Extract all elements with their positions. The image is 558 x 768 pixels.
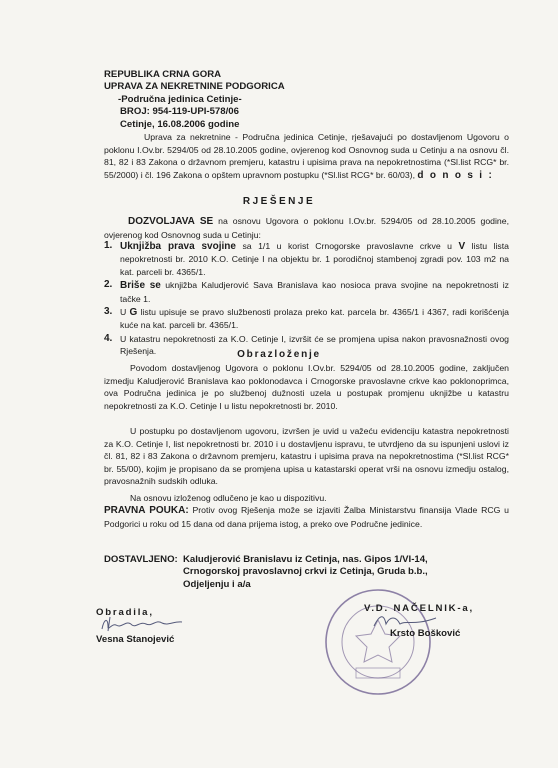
item-bold: Briše se bbox=[120, 280, 161, 292]
pouka-text: Protiv ovog Rješenja može se izjaviti Žalba Ministarstvu finansija Vlade RCG u Podgorici u roku od 15 dana od dana prijema istog, a preko ove Područne jedinice. bbox=[104, 505, 509, 529]
document-title: RJEŠENJE bbox=[242, 196, 316, 207]
item-letter: V bbox=[458, 241, 466, 252]
prepared-by-label: Obradila, bbox=[96, 607, 154, 618]
intro-paragraph bbox=[104, 131, 509, 182]
dozvoljava-bold: DOZVOLJAVA SE bbox=[128, 216, 214, 227]
recipient-3: Odjeljenju i a/a bbox=[183, 578, 251, 590]
pouka-label: PRAVNA POUKA: bbox=[104, 505, 189, 516]
header-republic: REPUBLIKA CRNA GORA bbox=[104, 69, 222, 80]
intro-text: Uprava za nekretnine - Područna jedinica Cetinje, rješavajući po dostavljenom Ugovoru o poklonu I.Ov.br. 5294/05 od 28.10.2005 godine, ovjerenog kod Osnovnog suda u Cetinju a na osnovu čl. 81, 82 i 83 Zakona o državnom premjeru, katastru i upisima prava na nepokretnostima (*Sl.list RCG* br. 55/2000) i čl. 196 Zakona o opštem upravnom postupku (*Sl.list RCG* br. 60/03), bbox=[104, 132, 509, 180]
header-authority: UPRAVA ZA NEKRETNINE PODGORICA bbox=[104, 81, 285, 93]
recipient-2: Crnogorskoj pravoslavnoj crkvi iz Cetinja, Gruda b.b., bbox=[183, 566, 428, 578]
item-text: sa 1/1 u korist Crnogorske pravoslavne crkve u bbox=[242, 241, 452, 251]
item-text: U bbox=[120, 307, 127, 318]
header-number: BROJ: 954-119-UPI-578/06 bbox=[120, 106, 239, 118]
pravna-pouka bbox=[104, 504, 509, 530]
item-letter: G bbox=[129, 307, 138, 319]
decision-item bbox=[104, 240, 509, 278]
header-unit: -Područna jedinica Cetinje- bbox=[118, 93, 242, 105]
dozvoljava-paragraph bbox=[104, 215, 509, 241]
item-number: 2. bbox=[104, 279, 113, 291]
item-number: 3. bbox=[104, 306, 113, 318]
chief-name: Krsto Bošković bbox=[390, 628, 461, 639]
decision-items bbox=[104, 240, 509, 359]
document-header bbox=[104, 69, 285, 131]
header-date: Cetinje, 16.08.2006 godine bbox=[120, 118, 240, 130]
obrazlozenje-p2: U postupku po dostavljenom ugovoru, izvršen je uvid u važeću evidenciju katastra nepokretnosti za K.O. Cetinje I, list nepokretnosti br. 2010 i u dostavljenu ispravu, te utvrdjeno da su ispunjeni uslovi iz čl. 81, 82 i 83 Zakona o državnom premjeru, katastru i upisima prava na nepokretnostima (*Sl.list RCG* br. 55/00), kojim je propisano da se promjena upisa u katastarski operat vrši na osnovu izmedju ostalog, pravosnažnih sudskih odluka. bbox=[104, 426, 509, 487]
obrazlozenje-title: Obrazloženje bbox=[237, 349, 321, 360]
item-number: 4. bbox=[104, 332, 113, 344]
recipient-1: Kaludjerović Branislavu iz Cetinja, nas. Gipos 1/VI-14, bbox=[183, 554, 428, 565]
signature-left-icon bbox=[96, 613, 188, 635]
intro-donosi: d o n o s i : bbox=[417, 169, 494, 181]
item-text-post: listu upisuje se pravo službenosti prolaza preko kat. parcela br. 4365/1 i 4367, radi korišćenja kuće na kat. parceli br. 4365/1. bbox=[120, 307, 510, 331]
item-text-post: listu lista nepokretnosti br. 2010 K.O. Cetinje I na objektu br. 1 porodičnoj stambenoj zgradi pov. 103 m2 na kat. parceli br. 4365/1. bbox=[120, 241, 509, 277]
obrazlozenje-p3: Na osnovu izloženog odlučeno je kao u dispozitivu. bbox=[130, 493, 327, 503]
item-number: 1. bbox=[104, 240, 113, 251]
item-text: U katastru nepokretnosti za K.O. Cetinje I, izvršit će se promjena upisa nakon pravosnažnosti ovog Rješenja. bbox=[120, 333, 509, 357]
chief-label: V.D. NAČELNIK-a, bbox=[364, 603, 475, 614]
dostavljeno-label: DOSTAVLJENO: bbox=[104, 554, 178, 565]
obrazlozenje-p1: Povodom dostavljenog Ugovora o poklonu I.Ov.br. 5294/05 od 28.10.2005 godine, zaključen izmedju Kaludjerović Branislava kao poklonodavca i Crnogorske pravoslavne crkve kao poklonoprimca, ova Područna jedinica je po službenoj dužnosti uzela u postupak promjenu uknjižbe u katastru nepokretnosti za K.O. Cetinje I u listu nepokretnosti br. 2010. bbox=[104, 363, 509, 411]
dozvoljava-text: na osnovu Ugovora o poklonu I.Ov.br. 5294/05 od 28.10.2005 godine, ovjerenog kod Osnovnog suda u Cetinju: bbox=[104, 216, 509, 240]
item-text: uknjižba Kaludjerović Sava Branislava kao nosioca prava svojine na nepokretnosti iz tačke 1. bbox=[120, 280, 509, 304]
decision-item bbox=[104, 279, 509, 305]
item-bold: Uknjižba prava svojine bbox=[120, 241, 236, 252]
decision-item bbox=[104, 306, 509, 332]
prepared-by-name: Vesna Stanojević bbox=[96, 634, 175, 645]
